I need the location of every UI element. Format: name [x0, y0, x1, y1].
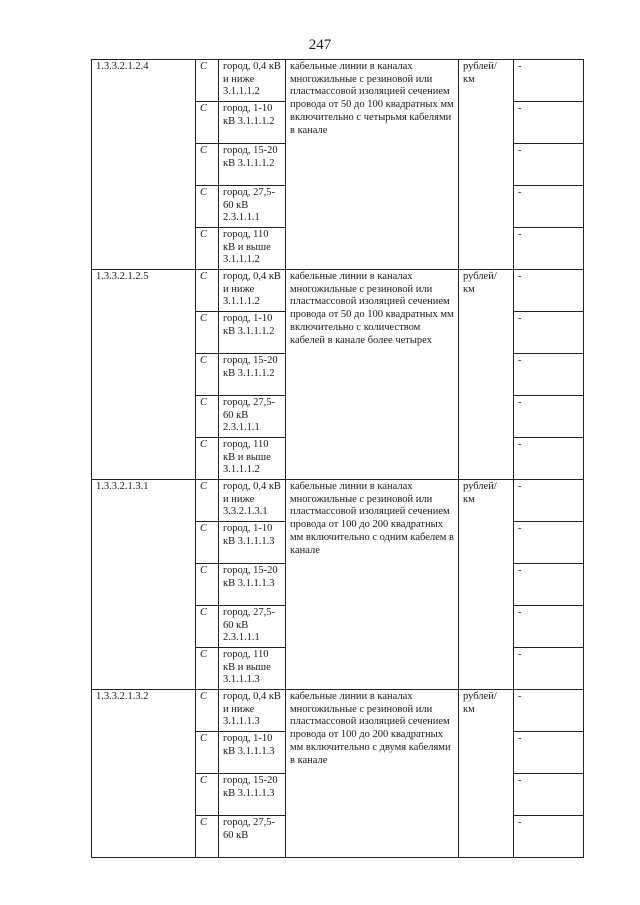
category-cell: С — [196, 102, 219, 144]
voltage-level-cell: город, 15-20 кВ 3.1.1.1.3 — [219, 564, 286, 606]
value-cell: - — [514, 438, 584, 480]
voltage-level-cell: город, 1-10 кВ 3.1.1.1.2 — [219, 102, 286, 144]
voltage-level-cell: город, 0,4 кВ и ниже 3.3.2.1.3.1 — [219, 480, 286, 522]
voltage-level-cell: город, 15-20 кВ 3.1.1.1.2 — [219, 144, 286, 186]
voltage-level-cell: город, 110 кВ и выше 3.1.1.1.3 — [219, 648, 286, 690]
category-cell: С — [196, 270, 219, 312]
value-cell: - — [514, 354, 584, 396]
category-cell: С — [196, 144, 219, 186]
category-cell: С — [196, 396, 219, 438]
category-cell: С — [196, 522, 219, 564]
category-cell: С — [196, 354, 219, 396]
voltage-level-cell: город, 1-10 кВ 3.1.1.1.3 — [219, 522, 286, 564]
item-code: 1.3.3.2.1.3.2 — [92, 690, 196, 858]
category-cell: С — [196, 648, 219, 690]
unit-cell: рублей/ км — [459, 480, 514, 690]
category-cell: С — [196, 438, 219, 480]
category-cell: С — [196, 228, 219, 270]
value-cell: - — [514, 396, 584, 438]
voltage-level-cell: город, 1-10 кВ 3.1.1.1.3 — [219, 732, 286, 774]
category-cell: С — [196, 690, 219, 732]
value-cell: - — [514, 774, 584, 816]
value-cell: - — [514, 270, 584, 312]
voltage-level-cell: город, 110 кВ и выше 3.1.1.1.2 — [219, 228, 286, 270]
value-cell: - — [514, 648, 584, 690]
table-row — [92, 480, 584, 522]
tariff-table-body — [92, 60, 584, 858]
value-cell: - — [514, 732, 584, 774]
item-code: 1.3.3.2.1.2.4 — [92, 60, 196, 270]
item-description: кабельные линии в каналах многожильные с резиновой или пластмассовой изоляцией сечением провода от 100 до 200 квадратных мм включительно с двумя кабелями в канале — [286, 690, 459, 858]
value-cell: - — [514, 144, 584, 186]
voltage-level-cell: город, 15-20 кВ 3.1.1.1.3 — [219, 774, 286, 816]
category-cell: С — [196, 732, 219, 774]
category-cell: С — [196, 816, 219, 858]
value-cell: - — [514, 522, 584, 564]
value-cell: - — [514, 480, 584, 522]
value-cell: - — [514, 312, 584, 354]
voltage-level-cell: город, 27,5-60 кВ 2.3.1.1.1 — [219, 186, 286, 228]
value-cell: - — [514, 102, 584, 144]
value-cell: - — [514, 228, 584, 270]
value-cell: - — [514, 606, 584, 648]
category-cell: С — [196, 60, 219, 102]
table-row — [92, 60, 584, 102]
page-number: 247 — [308, 37, 332, 53]
voltage-level-cell: город, 27,5-60 кВ — [219, 816, 286, 858]
item-description: кабельные линии в каналах многожильные с резиновой или пластмассовой изоляцией сечением провода от 50 до 100 квадратных мм включительно с четырьмя кабелями в канале — [286, 60, 459, 270]
value-cell: - — [514, 186, 584, 228]
voltage-level-cell: город, 15-20 кВ 3.1.1.1.2 — [219, 354, 286, 396]
table-row — [92, 690, 584, 732]
category-cell: С — [196, 774, 219, 816]
voltage-level-cell: город, 27,5-60 кВ 2.3.1.1.1 — [219, 396, 286, 438]
category-cell: С — [196, 186, 219, 228]
table-row — [92, 270, 584, 312]
unit-cell: рублей/ км — [459, 690, 514, 858]
category-cell: С — [196, 480, 219, 522]
value-cell: - — [514, 690, 584, 732]
category-cell: С — [196, 606, 219, 648]
item-description: кабельные линии в каналах многожильные с резиновой или пластмассовой изоляцией сечением провода от 100 до 200 квадратных мм включительно с одним кабелем в канале — [286, 480, 459, 690]
value-cell: - — [514, 564, 584, 606]
category-cell: С — [196, 312, 219, 354]
voltage-level-cell: город, 110 кВ и выше 3.1.1.1.2 — [219, 438, 286, 480]
voltage-level-cell: город, 0,4 кВ и ниже 3.1.1.1.2 — [219, 270, 286, 312]
category-cell: С — [196, 564, 219, 606]
voltage-level-cell: город, 0,4 кВ и ниже 3.1.1.1.3 — [219, 690, 286, 732]
item-description: кабельные линии в каналах многожильные с резиновой или пластмассовой изоляцией сечением провода от 50 до 100 квадратных мм включительно с количеством кабелей в канале более четырех — [286, 270, 459, 480]
voltage-level-cell: город, 27,5-60 кВ 2.3.1.1.1 — [219, 606, 286, 648]
item-code: 1.3.3.2.1.2.5 — [92, 270, 196, 480]
tariff-table — [91, 59, 584, 858]
voltage-level-cell: город, 1-10 кВ 3.1.1.1.2 — [219, 312, 286, 354]
unit-cell: рублей/ км — [459, 270, 514, 480]
value-cell: - — [514, 60, 584, 102]
value-cell: - — [514, 816, 584, 858]
item-code: 1.3.3.2.1.3.1 — [92, 480, 196, 690]
voltage-level-cell: город, 0,4 кВ и ниже 3.1.1.1.2 — [219, 60, 286, 102]
unit-cell: рублей/ км — [459, 60, 514, 270]
